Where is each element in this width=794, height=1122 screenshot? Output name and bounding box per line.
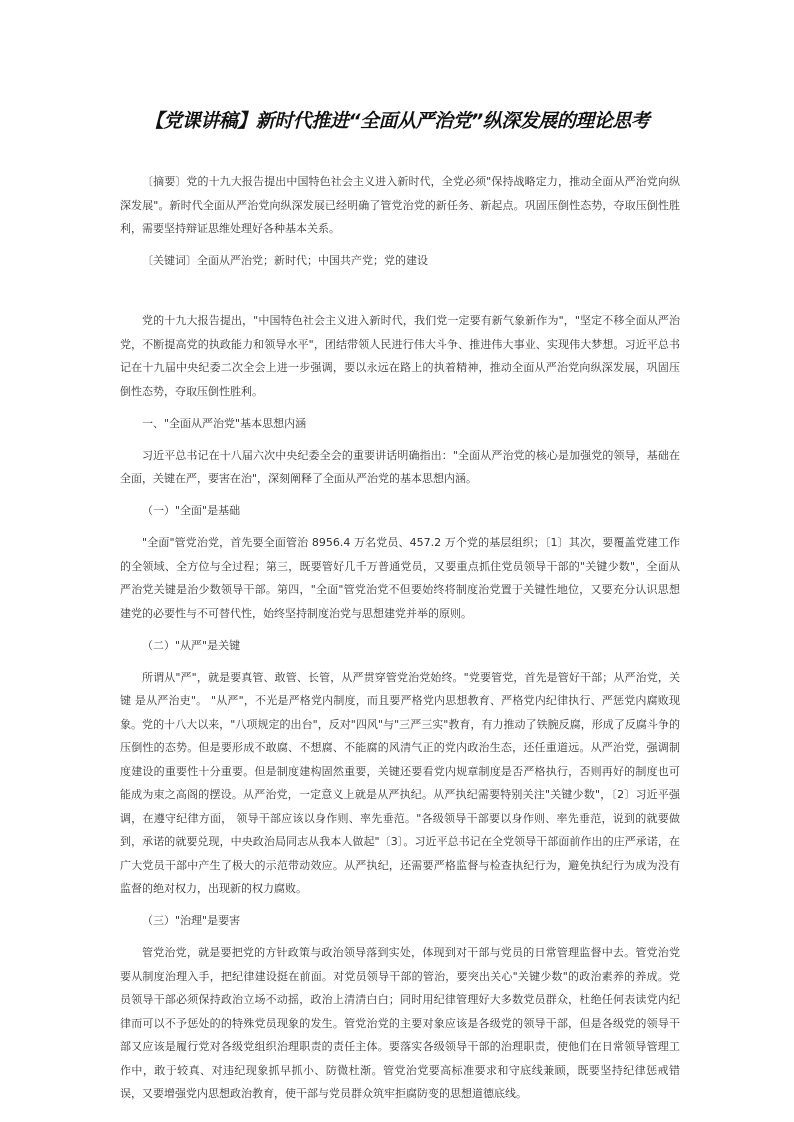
subsection-heading-1: （一）"全面"是基础 xyxy=(142,504,241,517)
document-title: 【党课讲稿】新时代推进“全面从严治党”纵深发展的理论思考 xyxy=(144,110,650,132)
subsection-1-paragraph: "全面"管党治党，首先要全面管治 8956.4 万名党员、457.2 万个党的基层组织；〔1〕其次，要覆盖党建工作的全领域、全方位与全过程；第三，既要管好几千万普通党员，又要重点抓住党员领导干部的"关键少数"，全面从严治党关键是治少数领导干部。第四，"全面"管党治党不但要始终将制度治党置于关键性地位，又要充分认识思想建党的必要性与不可替代性，始终坚持制度治党与思想建党并举的原则。 xyxy=(120,536,680,620)
subsection-heading-3: （三）"治理"是要害 xyxy=(142,914,241,927)
document-body xyxy=(120,170,680,1106)
subsection-2-paragraph: 所谓从"严"，就是要真管、敢管、长管，从严贯穿管党治党始终。"党要管党，首先是管好干部；从严治党，关键 是从严治吏"。 "从严"，不光是严格党内制度，而且要严格党内思想教育、严格党内纪律执行、严惩党内腐败现象。党的十八大以来，"八项规定的出台"，反对"四风"与"三严三实"教育，有力推动了铁腕反腐，形成了反腐斗争的压倒性的态势。但是要形成不敢腐、不想腐、不能腐的风清气正的党内政治生态，还任重道远。从严治党，强调制度建设的重要性十分重要。但是制度建构固然重要，关键还要看党内规章制度是否严格执行，否则再好的制度也可能成为束之高阁的摆设。从严治党，一定意义上就是从严执纪。从严执纪需要特别关注"关键少数"，〔2〕习近平强调，在遵守纪律方面， 领导干部应该以身作则、率先垂范。"各级领导干部要以身作则、率先垂范，说到的就要做到，承诺的就要兑现，中央政治局同志从我本人做起"〔3〕。习近平总书记在全党领导干部面前作出的庄严承诺，在广大党员干部中产生了极大的示范带动效应。从严执纪，还需要严格监督与检查执纪行为，避免执纪行为成为没有监督的绝对权力，出现新的权力腐败。 xyxy=(120,670,680,895)
abstract-paragraph: 〔摘要〕党的十九大报告提出中国特色社会主义进入新时代，全党必须"保持战略定力，推动全面从严治党向纵深发展"。新时代全面从严治党向纵深发展已经明确了管党治党的新任务、新起点。巩固压倒性态势，夺取压倒性胜利，需要坚持辩证思维处理好各种基本关系。 xyxy=(120,175,680,235)
subsection-heading-2: （二）"从严"是关键 xyxy=(142,638,241,652)
subsection-3-paragraph: 管党治党，就是要把党的方针政策与政治领导落到实处，体现到对干部与党员的日常管理监督中去。管党治党要从制度治理入手，把纪律建设挺在前面。对党员领导干部的管治，要突出关心"关键少数"的政治素养的养成。党员领导干部必须保持政治立场不动摇，政治上清清白白；同时用纪律管理好大多数党员群众，杜绝任何表读党内纪律而可以不予惩处的的特殊党员现象的发生。管党治党的主要对象应该是各级党的领导干部，但是各级党的领导干部又应该是履行党对各级党组织治理职责的责任主体。要落实各级领导干部的治理职责，使他们在日常领导管理工作中，敢于较真、对违纪现象抓早抓小、防微杜渐。管党治党要高标准要求和守底线兼顾，既要坚持纪律惩戒错误，又要增强党内思想政治教育，使干部与党员群众筑牢拒腐防变的思想道德底线。 xyxy=(120,946,680,1100)
section-heading-1: 一、"全面从严治党"基本思想内涵 xyxy=(142,416,307,430)
intro-paragraph: 党的十九大报告提出，"中国特色社会主义进入新时代，我们党一定要有新气象新作为"，"坚定不移全面从严治党，不断提高党的执政能力和领导水平"，团结带领人民进行伟大斗争、推进伟大事业、实现伟大梦想。习近平总书记在十九届中央纪委二次全会上进一步强调，要以永远在路上的执着精神，推动全面从严治党向纵深发展，巩固压倒性态势，夺取压倒性胜利。 xyxy=(120,314,680,398)
section-1-paragraph: 习近平总书记在十八届六次中央纪委全会的重要讲话明确指出："全面从严治党的核心是加强党的领导，基础在全面，关键在严，要害在治"，深刻阐释了全面从严治党的基本思想内涵。 xyxy=(120,448,680,485)
keywords-paragraph: 〔关键词〕全面从严治党；新时代；中国共产党；党的建设 xyxy=(142,253,428,267)
